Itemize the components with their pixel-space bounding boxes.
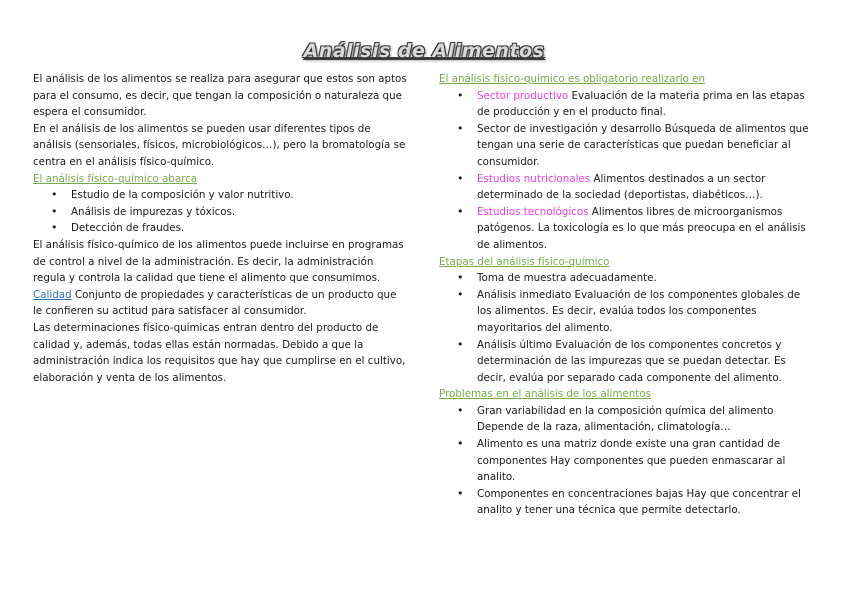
list-item (477, 204, 811, 254)
list-item: • Análisis de impurezas y tóxicos. (71, 204, 408, 221)
sector-term: Sector productivo (477, 89, 569, 102)
left-column (33, 71, 408, 386)
abarca-list (33, 187, 408, 237)
sector-text: Alimentos destinados a un sector determinado de la sociedad (deportistas, diabéticos…). (477, 172, 766, 202)
problemas-heading: Problemas en el análisis de los alimentos (439, 388, 651, 401)
page-title: Análisis de Alimentos (303, 40, 545, 62)
list-item: • Toma de muestra adecuadamente. (477, 270, 811, 287)
calidad-text: Conjunto de propiedades y características de un producto que le confieren su actitud para satisfacer al consumidor. (33, 288, 397, 318)
etapas-list (439, 270, 811, 386)
list-item: • Detección de fraudes. (71, 220, 408, 237)
list-item: • Componentes en concentraciones bajas Hay que concentrar el analito y tener una técnica que permite detectarlo. (477, 486, 811, 519)
abarca-heading: El análisis físico-químico abarca (33, 172, 198, 185)
calidad-term: Calidad (33, 288, 72, 301)
sector-text: Sector de investigación y desarrollo Búsqueda de alimentos que tengan una serie de características que puedan beneficiar al consumidor. (477, 122, 809, 168)
right-column (439, 71, 811, 519)
list-item: • Análisis inmediato Evaluación de los componentes globales de los alimentos. Es decir, evalúa todos los componentes mayoritarios del alimento. (477, 287, 811, 337)
intro-paragraph: El análisis de los alimentos se realiza para asegurar que estos son aptos para el consumo, es decir, que tengan la composición o naturaleza que espera el consumidor. (33, 73, 407, 119)
list-item (477, 121, 811, 171)
sectors-list (439, 88, 811, 254)
list-item: • Estudio de la composición y valor nutritivo. (71, 187, 408, 204)
calidad-definition (33, 287, 408, 320)
problemas-list (439, 403, 811, 519)
intro-paragraph-2: En el análisis de los alimentos se pueden usar diferentes tipos de análisis (sensoriales, físicos, microbiológicos…), pero la bromatología se centra en el análisis físico-químico. (33, 122, 406, 168)
list-item: • Análisis último Evaluación de los componentes concretos y determinación de las impurezas que se puedan detectar. Es decir, evalúa por separado cada componente del alimento. (477, 337, 811, 387)
administration-paragraph: El análisis físico-químico de los alimentos puede incluirse en programas de control a nivel de la administración. Es decir, la administración regula y controla la calidad que tiene el alimento que consumimos. (33, 238, 404, 285)
obligatorio-heading: El análisis físico-químico es obligatorio realizarlo en (439, 73, 705, 85)
list-item: • Gran variabilidad en la composición química del alimento Depende de la raza, alimentación, climatología… (477, 403, 811, 436)
list-item (477, 171, 811, 204)
sector-text: Evaluación de la materia prima en las etapas de producción y en el producto final. (477, 89, 805, 119)
sector-term: Estudios nutricionales (477, 172, 591, 185)
list-item (477, 88, 811, 121)
sector-term: Estudios tecnológicos (477, 205, 589, 218)
list-item: • Alimento es una matriz donde existe una gran cantidad de componentes Hay componentes que pueden enmascarar al analito. (477, 436, 811, 486)
sector-text: Alimentos libres de microorganismos patógenos. La toxicología es lo que más preocupa en el análisis de alimentos. (477, 205, 806, 251)
determinaciones-paragraph: Las determinaciones físico-químicas entran dentro del producto de calidad y, además, todas ellas están normadas. Debido a que la administración indica los requisitos que hay que cumplirse en el cultivo, elaboración y venta de los alimentos. (33, 321, 406, 384)
etapas-heading: Etapas del análisis físico-químico (439, 255, 610, 268)
